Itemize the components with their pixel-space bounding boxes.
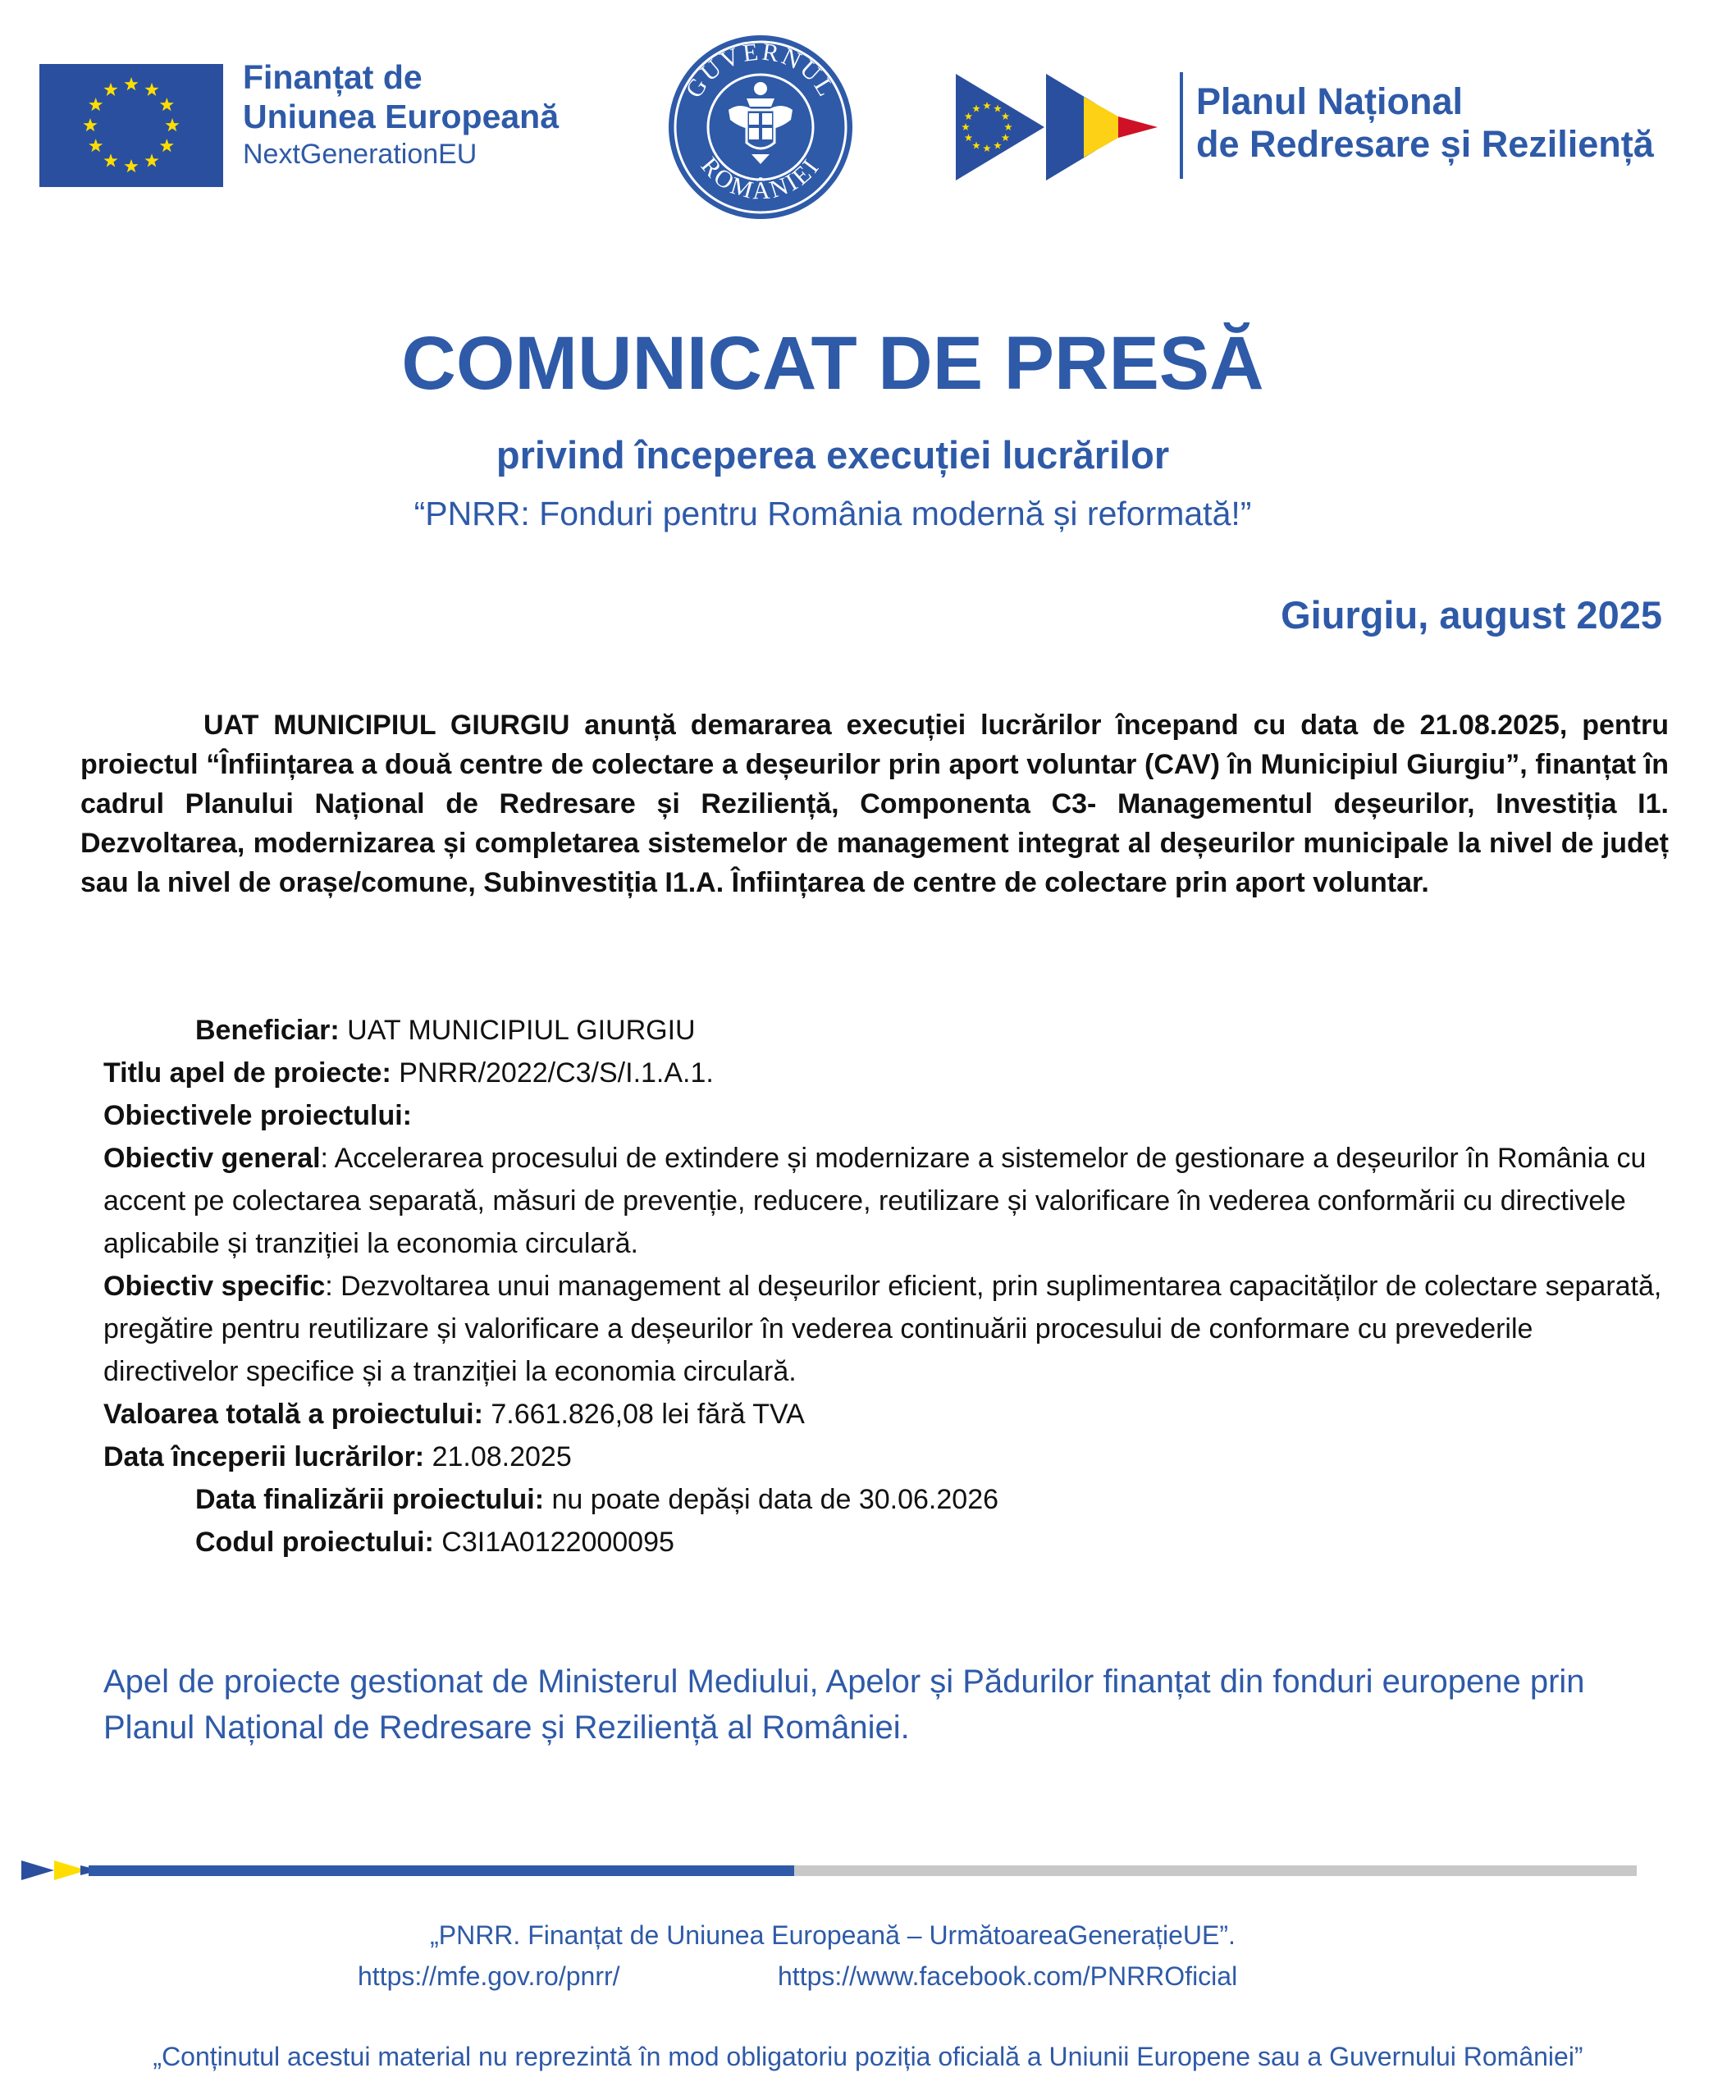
obiectiv-specific-row [103,1265,1667,1393]
star-icon [124,159,138,172]
star-icon [144,153,158,167]
cod-row [103,1521,1667,1564]
eu-funding-label [243,57,559,172]
inceput-label: Data începerii lucrărilor: [103,1441,425,1472]
cod-label: Codul proiectului: [195,1527,434,1558]
footer-link-facebook[interactable]: https://www.facebook.com/PNRROficial [778,1961,1238,1991]
seal-top-text: GUVERNUL [680,38,841,103]
beneficiar-row [103,1009,1667,1052]
eu-line-2: Uniunea Europeană [243,98,560,135]
slogan: “PNRR: Fonduri pentru România modernă și reformată!” [413,495,1252,532]
beneficiar-value: UAT MUNICIPIUL GIURGIU [339,1015,696,1046]
location-date: Giurgiu, august 2025 [1281,593,1662,637]
valoare-row [103,1393,1667,1436]
finalizare-label: Data finalizării proiectului: [195,1484,545,1515]
star-icon [160,139,174,152]
star-icon [124,77,138,90]
star-icon [144,83,158,96]
finalizare-row [103,1478,1667,1521]
star-icon [83,118,97,131]
finalizare-value: nu poate depăși data de 30.06.2026 [544,1484,999,1515]
government-seal-logo [665,31,857,223]
project-details [103,1009,1667,1564]
eu-stars-icon [39,64,223,187]
footer-bar-blue [89,1865,794,1876]
valoare-label: Valoarea totală a proiectului: [103,1399,483,1430]
footer-bar-grey [794,1865,1637,1876]
beneficiar-label: Beneficiar: [195,1015,340,1046]
general-value: : Accelerarea procesului de extindere și modernizare a sistemelor de gestionare a deșeurilor în România cu accent pe colectarea separată, măsuri de prevenție, reducere, reutilizare și valorificare în vederea conformării cu directivele aplicabile și tranziției la economia circulară. [103,1143,1647,1259]
obiective-label: Obiectivele proiectului: [103,1100,412,1131]
footer-tagline: „PNRR. Finanțat de Uniunea Europeană – UrmătoareaGenerațieUE”. [430,1920,1236,1950]
star-icon [89,98,103,111]
inceput-row [103,1436,1667,1478]
eu-line-3: NextGenerationEU [243,139,477,170]
eu-flag-logo [39,64,223,187]
specific-label: Obiectiv specific [103,1271,326,1302]
pnrr-arrow-logo [956,74,1158,180]
page-subtitle: privind începerea execuției lucrărilor [496,433,1170,477]
inceput-value: 21.08.2025 [424,1441,572,1472]
footer-link-mfe[interactable]: https://mfe.gov.ro/pnrr/ [358,1961,620,1991]
pnrr-divider [1180,72,1183,179]
star-icon [103,153,117,167]
star-icon [165,118,179,131]
specific-value: : Dezvoltarea unui management al deșeurilor eficient, prin suplimentarea capacităților de colectare separată, pregătire pentru reutilizare și valorificare a deșeurilor în vederea continuării procesului de conformare cu prevederile directivelor specifice și a tranziției la economia circulară. [103,1271,1662,1387]
valoare-value: 7.661.826,08 lei fără TVA [482,1399,805,1430]
star-icon [160,98,174,111]
titlu-label: Titlu apel de proiecte: [103,1057,391,1089]
lead-paragraph: UAT MUNICIPIUL GIURGIU anunță demararea execuției lucrărilor începand cu data de 21.08.2025, pentru proiectul “Înființarea a două centre de colectare a deșeurilor prin aport voluntar (CAV) în Municipiul Giurgiu”, finanțat în cadrul Planului Național de Redresare și Reziliență, Componenta C3- Managementul deșeurilor, Investiția I1. Dezvoltarea, modernizarea și completarea sistemelor de management integrat al deșeurilor municipale la nivel de județ sau la nivel de orașe/comune, Subinvestiția I1.A. Înființarea de centre de colectare prin aport voluntar. [80,710,1669,898]
titlu-value: PNRR/2022/C3/S/I.1.A.1. [391,1057,714,1089]
pnrr-line-1: Planul Național [1196,80,1464,122]
eu-line-1: Finanțat de [243,58,423,96]
cod-value: C3I1A0122000095 [433,1527,674,1558]
apel-note: Apel de proiecte gestionat de Ministerul Mediului, Apelor și Pădurilor finanțat din fonduri europene prin Planul Național de Redresare și Reziliență al României. [103,1664,1585,1746]
pnrr-label [1196,80,1654,166]
obiective-row [103,1094,1667,1137]
titlu-row [103,1052,1667,1094]
pnrr-line-2: de Redresare și Reziliență [1196,123,1654,165]
page-title: COMUNICAT DE PRESĂ [401,322,1264,405]
star-icon [103,83,117,96]
footer-disclaimer: „Conținutul acestui material nu reprezintă în mod obligatoriu poziția oficială a Uniunii Europene sau a Guvernului României” [153,2042,1583,2071]
seal-bottom-text: ROMÂNIEI [695,152,826,205]
star-icon [89,139,103,152]
general-label: Obiectiv general [103,1143,321,1174]
obiectiv-general-row [103,1137,1667,1265]
